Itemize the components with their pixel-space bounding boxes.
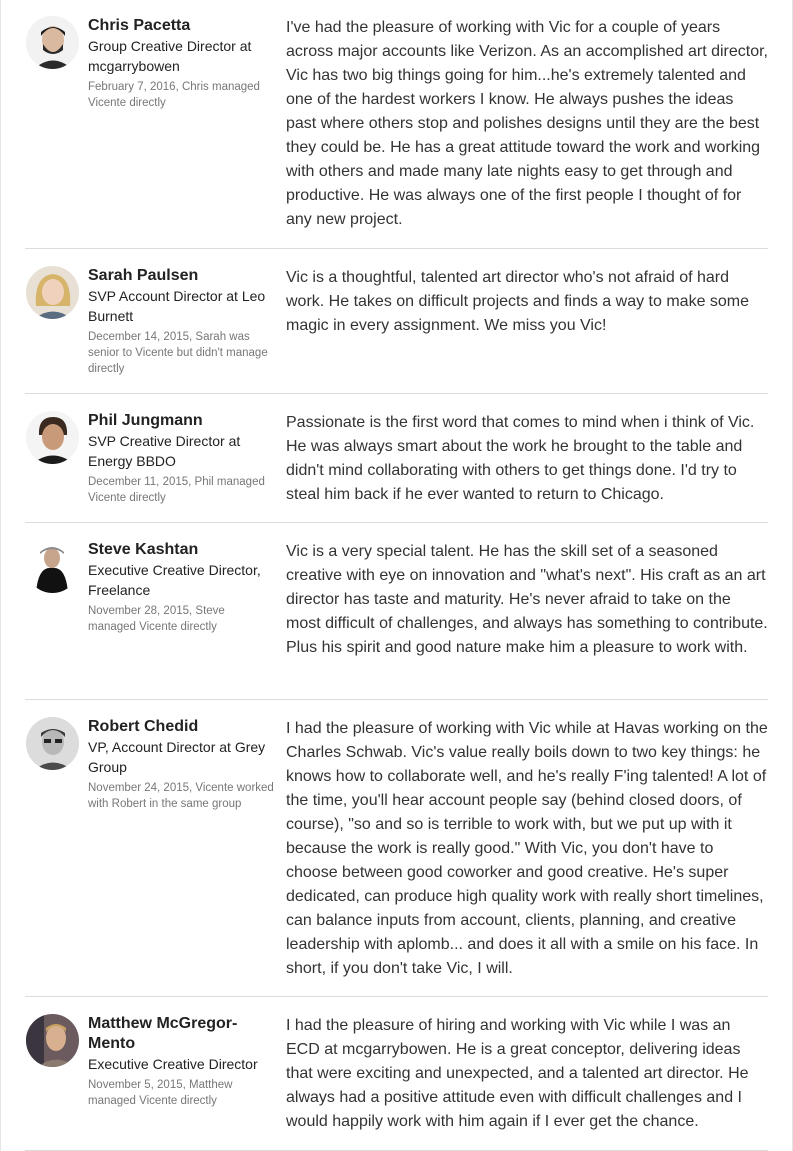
- recommendation-text: I've had the pleasure of working with Vic for a couple of years across major accounts like Verizon. As an accomplished art director, Vic has two big things going for him...he's extremely talented and one of the hardest workers I know. He always pushes the ideas past where others stop and polishes designs until they are the best they could be. He has a great attitude toward the work and working with others and made many late nights easy to get through and productive. He was always one of the first people I thought of for any new project.: [286, 19, 768, 228]
- recommender-title: SVP Creative Director at Energy BBDO: [88, 433, 241, 469]
- recommendation-text: Passionate is the first word that comes to mind when i think of Vic. He was always smart about the work he brought to the table and didn't mind collaborating with others to get things done. I'd try to steal him back if he ever wanted to return to Chicago.: [286, 414, 755, 503]
- recommendation-item: [25, 523, 768, 700]
- recommender-name[interactable]: Chris Pacetta: [88, 17, 191, 34]
- recommender-info: [88, 717, 274, 812]
- recommendation-item: [25, 700, 768, 997]
- recommender-name[interactable]: Phil Jungmann: [88, 412, 203, 429]
- recommender-name[interactable]: Robert Chedid: [88, 718, 199, 735]
- recommendation-item: [25, 997, 768, 1151]
- person-photo-icon: [26, 266, 79, 319]
- recommender-title: VP, Account Director at Grey Group: [88, 739, 266, 775]
- recommendation-meta: December 14, 2015, Sarah was senior to Vicente but didn't manage directly: [88, 331, 268, 375]
- person-photo-icon: [26, 16, 79, 69]
- recommender-info: [88, 1014, 274, 1109]
- recommendation-item: [25, 394, 768, 523]
- recommendation-item: [25, 0, 768, 249]
- recommender-info: [88, 540, 274, 635]
- recommender-info: [88, 266, 274, 377]
- recommendation-text: Vic is a very special talent. He has the skill set of a seasoned creative with eye on innovation and "what's next". His craft as an art director has taste and maturity. He's never afraid to take on the most difficult of challenges, and always has something to contribute. Plus his spirit and good nature make him a pleasure to work with.: [286, 543, 768, 656]
- recommendation-text: I had the pleasure of hiring and working with Vic while I was an ECD at mcgarrybowen. He is a great conceptor, delivering ideas that were exciting and unexpected, and a talented art director. He always had a positive attitude even with difficult challenges and I would happily work with him again if I ever get the chance.: [286, 1017, 749, 1130]
- avatar[interactable]: [26, 1014, 79, 1067]
- recommender-title: SVP Account Director at Leo Burnett: [88, 288, 266, 324]
- person-photo-icon: [26, 411, 79, 464]
- recommendation-item: [25, 249, 768, 394]
- person-photo-icon: [26, 1014, 79, 1067]
- recommender-title: Group Creative Director at mcgarrybowen: [88, 38, 252, 74]
- avatar[interactable]: [26, 717, 79, 770]
- recommendations-list: [25, 0, 768, 1151]
- recommender-title: Executive Creative Director: [88, 1056, 258, 1072]
- recommendation-meta: December 11, 2015, Phil managed Vicente directly: [88, 476, 265, 504]
- avatar[interactable]: [26, 411, 79, 464]
- recommender-name[interactable]: Matthew McGregor-Mento: [88, 1015, 238, 1052]
- recommendation-meta: February 7, 2016, Chris managed Vicente directly: [88, 81, 260, 109]
- recommender-info: [88, 411, 274, 506]
- person-photo-icon: [26, 717, 79, 770]
- recommendation-text: I had the pleasure of working with Vic while at Havas working on the Charles Schwab. Vic's value really boils down to two key things: he knows how to collaborate well, and he's really F'ing talented! A lot of the time, you'll hear account people say (behind closed doors, of course), "so and so is terrible to work with, but we put up with it because the work is really good." With Vic, you don't have to choose between good coworker and good creative. He's super dedicated, can produce high quality work with really short timelines, can balance inputs from account, clients, planning, and creative leadership with aplomb... and does it all with a smile on his face. In short, if you don't take Vic, I will.: [286, 720, 768, 977]
- avatar[interactable]: [26, 16, 79, 69]
- recommendation-text: Vic is a thoughtful, talented art director who's not afraid of hard work. He takes on difficult projects and finds a way to make some magic in every assignment. We miss you Vic!: [286, 269, 750, 334]
- avatar[interactable]: [26, 540, 79, 593]
- recommendation-meta: November 24, 2015, Vicente worked with Robert in the same group: [88, 782, 274, 810]
- recommender-name[interactable]: Sarah Paulsen: [88, 267, 199, 284]
- recommender-title: Executive Creative Director, Freelance: [88, 562, 261, 598]
- person-photo-icon: [26, 540, 79, 593]
- avatar[interactable]: [26, 266, 79, 319]
- recommendation-meta: November 28, 2015, Steve managed Vicente directly: [88, 605, 225, 633]
- recommendation-meta: November 5, 2015, Matthew managed Vicente directly: [88, 1079, 233, 1107]
- recommender-name[interactable]: Steve Kashtan: [88, 541, 199, 558]
- page-border-left: [0, 0, 1, 1151]
- recommender-info: [88, 16, 274, 111]
